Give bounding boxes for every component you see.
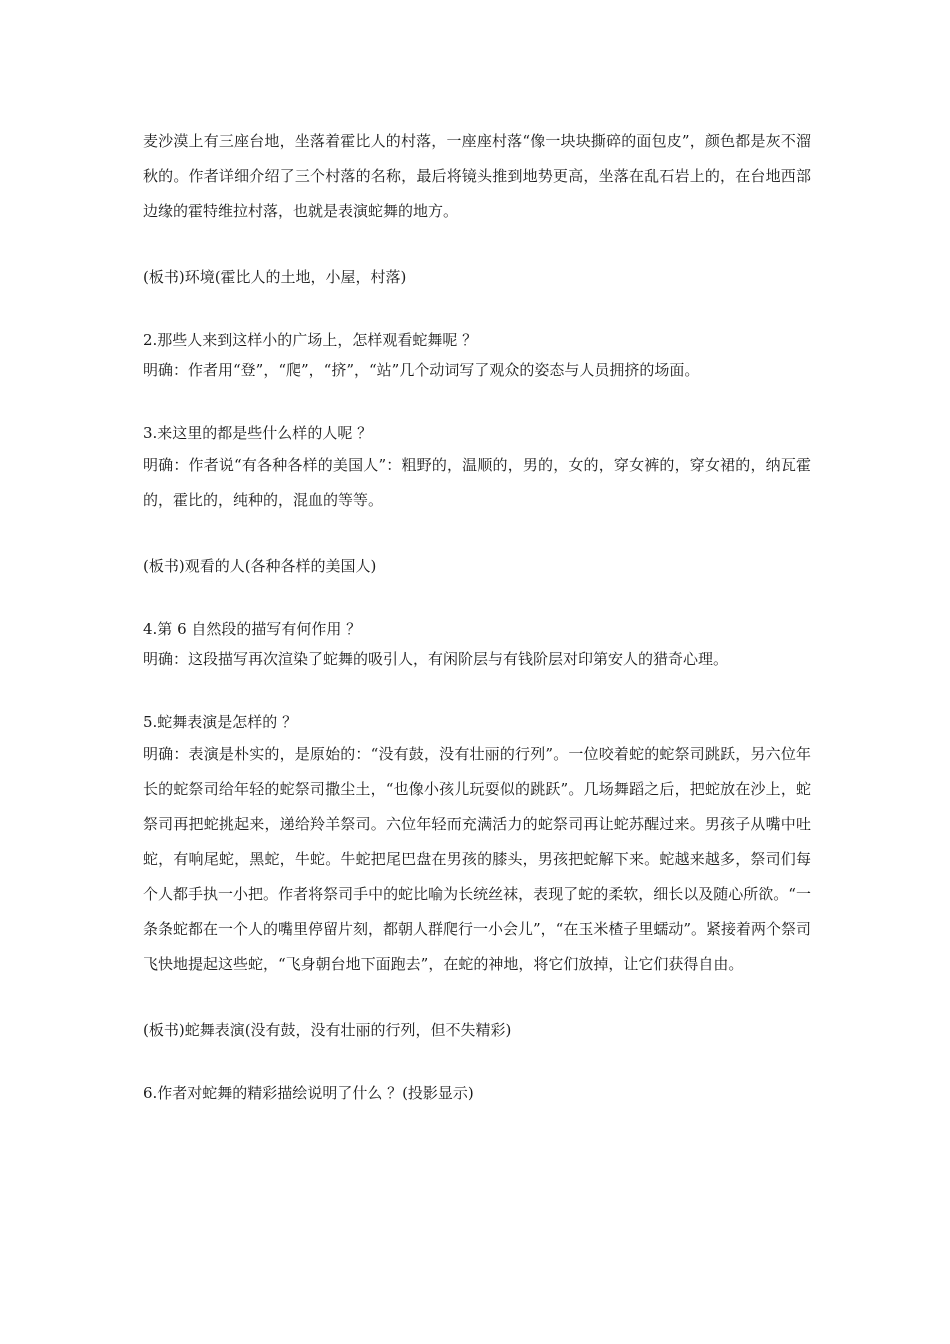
question-5: 5.蛇舞表演是怎样的 ？ [143,713,298,731]
board-note-environment: (板书)环境(霍比人的土地，小屋，村落) [143,268,407,286]
document-page [143,124,811,1108]
answer-4: 明确：这段描写再次渲染了蛇舞的吸引人，有闲阶层与有钱阶层对印第安人的猎奇心理。 [143,650,729,668]
question-2: 2.那些人来到这样小的广场上，怎样观看蛇舞呢 ？ [143,331,478,349]
answer-2: 明确：作者用“登”，“爬”，“挤”，“站”几个动词写了观众的姿态与人员拥挤的场面。 [143,361,700,379]
question-3: 3.来这里的都是些什么样的人呢 ？ [143,424,373,442]
board-note-audience: (板书)观看的人(各种各样的美国人) [143,557,377,575]
answer-3: 明确：作者说“有各种各样的美国人”：粗野的，温顺的，男的，女的，穿女裤的，穿女裙的，纳瓦霍的，霍比的，纯种的，混血的等等。 [143,456,811,509]
board-note-performance: (板书)蛇舞表演(没有鼓，没有壮丽的行列，但不失精彩) [143,1021,512,1039]
answer-5: 明确：表演是朴实的，是原始的：“没有鼓，没有壮丽的行列”。一位咬着蛇的蛇祭司跳跃，另六位年长的蛇祭司给年轻的蛇祭司撒尘土，“也像小孩儿玩耍似的跳跃”。几场舞蹈之后，把蛇放在沙上，蛇祭司再把蛇挑起来，递给羚羊祭司。六位年轻而充满活力的蛇祭司再让蛇苏醒过来。男孩子从嘴中吐蛇，有响尾蛇，黑蛇，牛蛇。牛蛇把尾巴盘在男孩的膝头，男孩把蛇解下来。蛇越来越多，祭司们每个人都手执一小把。作者将祭司手中的蛇比喻为长统丝袜，表现了蛇的柔软，细长以及随心所欲。“一条条蛇都在一个人的嘴里停留片刻，都朝人群爬行一小会儿”，“在玉米楂子里蠕动”。紧接着两个祭司飞快地提起这些蛇，“飞身朝台地下面跑去”，在蛇的神地，将它们放掉，让它们获得自由。 [143,745,812,973]
intro-paragraph: 麦沙漠上有三座台地，坐落着霍比人的村落，一座座村落“像一块块撕碎的面包皮”，颜色都是灰不溜秋的。作者详细介绍了三个村落的名称，最后将镜头推到地势更高，坐落在乱石岩上的，在台地西部边缘的霍特维拉村落，也就是表演蛇舞的地方。 [143,132,811,220]
question-4: 4.第 6 自然段的描写有何作用 ？ [143,620,362,638]
question-6: 6.作者对蛇舞的精彩描绘说明了什么 ？(投影显示) [143,1084,474,1102]
